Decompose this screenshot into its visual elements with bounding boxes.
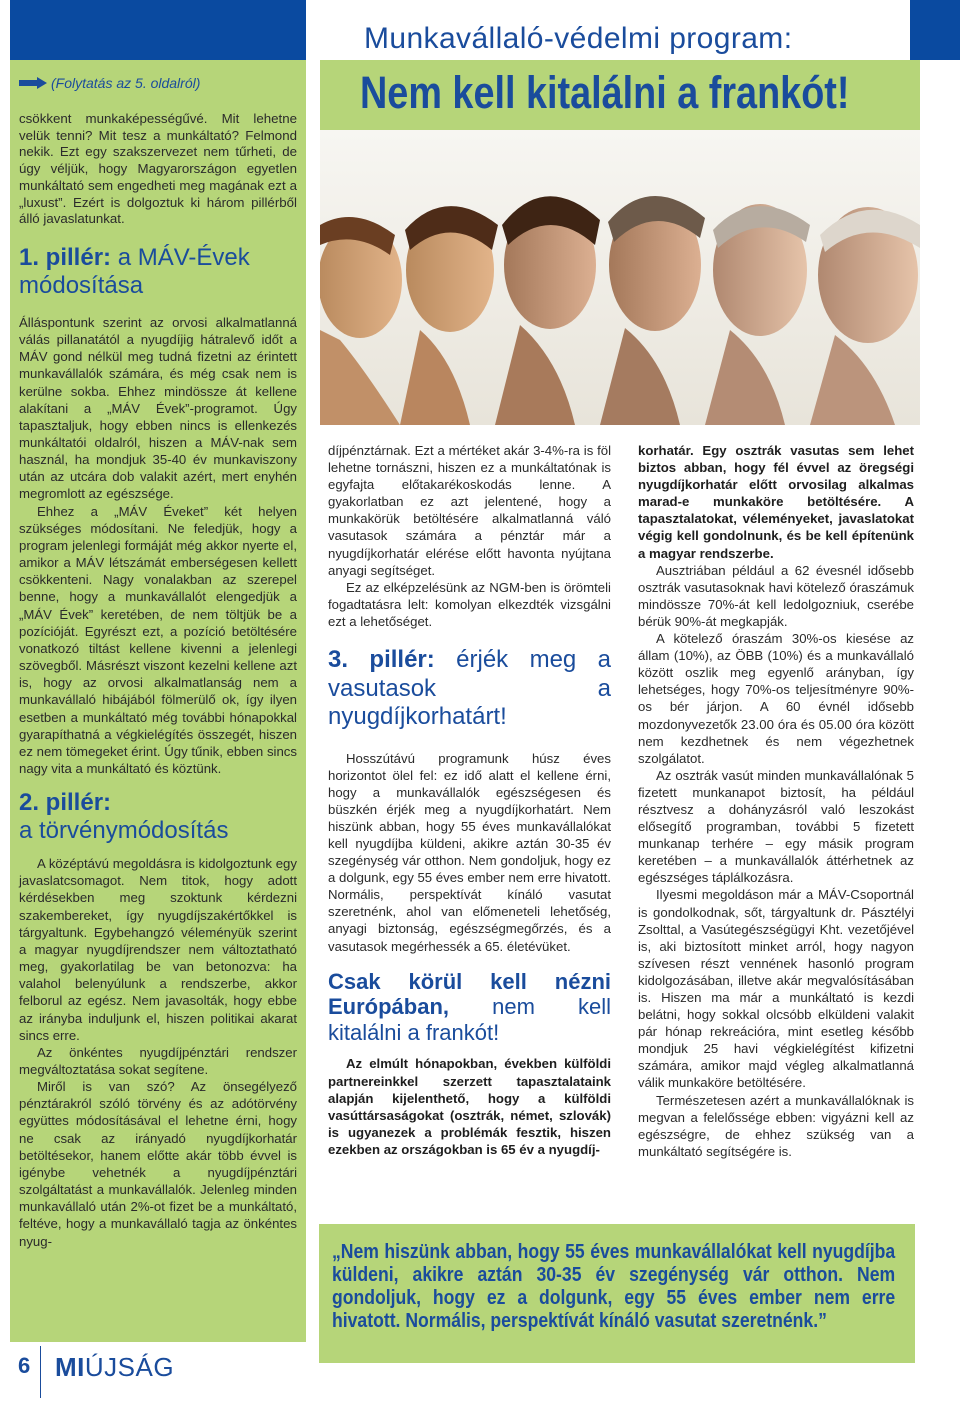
aging-faces-photo: [320, 130, 920, 425]
paragraph: Természetesen azért a munkavállalóknak is megvan a felelőssége ebben: vigyázni kell az egészségre, de ehhez szükség van a munkáltató segítségére is.: [638, 1092, 914, 1159]
pillar-1-heading: 1. pillér: a MÁV-Évek módosítása: [19, 243, 250, 299]
right-column: [638, 442, 914, 1160]
pillar-3-heading: 3. pillér: érjék meg a vasutasok a nyugdíjkorhatárt!: [328, 646, 612, 731]
paragraph: Ehhez a „MÁV Éveket” két helyen szükséges módosítani. Ne feledjük, hogy a program jelenlegi formáját még akkor nyerte el, amikor a MÁV létszámát emberségesen kellett csökkenteni. Nagy vonalakban az szerepel benne, hogy a munkavállalót elengedjük a „MÁV Évek” keretében, de nem töltjük be a pozícióját. Egyrészt ezt, a pozíció betöltésére vonatkozó tiltást kellene kivenni a jelenlegi szövegből. Másrészt viszont kezelni kellene azt is, hogy az orvosi alkalmatlanság nem a munkavállaló hibájából fölmerülő ok, így ilyen esetben a munkáltató még további hónapokkal gyarapíthatná a végkielégítés összegét, hiszen ez nem tömegeket érint. Úgy tűnik, ebben sincs nagy vita a munkáltató és köztünk.: [19, 503, 297, 776]
lead-paragraph-continued: korhatár. Egy osztrák vasutas sem lehet biztos abban, hogy fél évvel az öregségi nyugdíjkorhatár előtt orvosilag alkalmas marad-e munkaköre betöltésére. A tapasztalatokat, véleményeket, javaslatokat végig kell gondolnunk, és be kell építenünk a magyar rendszerbe.: [638, 443, 914, 561]
pillar-2-heading: 2. pillér: a törvénymódosítás: [19, 789, 229, 845]
corner-block-right: [910, 0, 960, 60]
paragraph: Az önkéntes nyugdíjpénztári rendszer megváltoztatása sokat segítene.: [19, 1044, 297, 1078]
middle-column: [328, 442, 611, 1158]
left-column: [10, 60, 306, 1342]
corner-block-left: [10, 0, 306, 60]
paragraph: Miről is van szó? Az önsegélyező pénztárakról szóló törvény és az adótörvény együttes módosításával el lehetne érni, hogy ne csak az irányadó nyugdíjkorhatár betöltésekor, hanem előtte akár több évvel is igénybe vehetnék a nyugdíjpénztári szolgáltatást a munkavállalók. Jelenleg minden munkavállaló után 2%-ot fizet be a munkáltató, feltéve, hogy a munkavállaló tagja az önkéntes nyug-: [19, 1079, 297, 1249]
lead-paragraph: Az elmúlt hónapokban, években külföldi partnereinkkel szerzett tapasztalataink alapján kijelenthető, hogy a külföldi vasúttársaságokat (osztrák, német, szlovák) is ugyanezek a problémák fesztik, hiszen ezekben az országokban is 65 év a nyugdíj-: [328, 1056, 611, 1157]
paragraph: A kötelező óraszám 30%-os kiesése az állam (10%), az ÖBB (10%) és a munkavállaló között oszlik meg egyenlő arányban, így lehetséges, hogy 70%-os teljesítményre 90%-os bér járjon. A 60 évnél idősebb mozdonyvezetők 23.00 óra és 05.00 óra között nem kezdhetnek és nem végezhetnek szolgálatot.: [638, 631, 914, 766]
paragraph: Álláspontunk szerint az orvosi alkalmatlanná válás pillanatától a nyugdíjig hátralevő időt a MÁV gond nélkül meg tudná fizetni az érintett munkavállalók számára, és még csak nem is kerülne sokba. Ehhez mindössze át kellene alakítani a „MÁV Évek”-programot. Úgy tapasztaljuk, hogy ebben nincs is ellenkezés munkáltatói oldalról, hiszen a MÁV-nak sem használ, ha mondjuk 35-40 év munkaviszony után az utcára dob valakit azért, mert enyhén megromlott az egészsége.: [19, 314, 297, 502]
magazine-brand: MIÚJSÁG: [55, 1352, 175, 1382]
arrow-right-icon: [19, 77, 47, 89]
paragraph: Hosszútávú programunk húsz éves horizontot ölel fel: ez idő alatt el kellene érni, hogy a munkavállalók egészségesen és büszkén érjék meg a nyugdíjkorhatárt. Nem hiszünk abban, hogy 55 éves munkavállalókat kell nyugdíjba küldeni, akikre aztán 30-35 év szegénység vár otthon. Nem gondoljuk, hogy ez a dolgunk, egy 55 éves ember nem erre hivatott. Normális, perspektívát kínáló vasutat szeretnénk, ahol van előmeneteli lehetőség, anyagi biztonság, egészségmegőrzés, és a vasutasok megérhessék a 65. életévüket.: [328, 750, 611, 954]
paragraph: díjpénztárnak. Ezt a mértéket akár 3-4%-ra is föl lehetne tornászni, hiszen ez a munkáltatónak is egyfajta előtakarékoskodás lenne. A gyakorlatban ez azt jelentené, hogy a munkakörük betöltésére alkalmatlanná váló vasutasok számára a pénztár már a nyugdíjkorhatár elérése előtt havonta nyújtana anyagi segítséget.: [328, 443, 611, 578]
paragraph: A középtávú megoldásra is kidolgoztunk egy javaslatcsomagot. Nem titok, hogy adott kérdésekben meg szoktunk kérdezni szakembereket, így nyugdíjszakértőkkel is tárgyaltunk. Egybehangzó véleményük szerint a magyar nyugdíjrendszer nem változtatható meg, gyakorlatilag be van betonozva: ha valahol belenyúlunk a rendszerbe, akkor felborul az egész. Nem javasolták, hogy ebbe az irányba induljunk el, hiszen politikai akarat sincs erre.: [19, 856, 297, 1043]
paragraph: Az osztrák vasút minden munkavállalónak 5 fizetett munkanapot biztosít, ha például résztvesz a dohányzásról való leszokást elősegítő programban, további 5 fizetett munkanap terhére – egy másik program keretében – a munkavállalók áttérhetnek az egészséges táplálkozásra.: [638, 767, 914, 886]
footer-divider: [40, 1346, 41, 1398]
europe-subheading: Csak körül kell nézni Európában, nem kell kitalálni a frankót!: [328, 968, 611, 1045]
pull-quote: „Nem hiszünk abban, hogy 55 éves munkavállalókat kell nyugdíjba küldeni, akikre aztán 30-35 év szegénység vár otthon. Nem gondoljuk, hogy ez a dolgunk, egy 55 éves ember nem erre hivatott. Normális, perspektívát kínáló vasutat szeretnénk.”: [332, 1241, 896, 1333]
left-body: [19, 314, 297, 1250]
faces-illustration: [320, 130, 920, 425]
intro-paragraph: csökkent munkaképességűvé. Mit lehetne velük tenni? Mit tesz a munkáltató? Felmond nekik. Ezt egy szakszervezet nem tűrheti, de úgy véljük, hogy Magyarországon egyetlen munkáltató sem engedheti meg magának ezt a „luxust”. Ezért is dolgoztuk ki három pillérből álló javaslatunkat.: [19, 111, 297, 227]
paragraph: Ausztriában például a 62 évesnél idősebb osztrák vasutasoknak havi kötelező óraszámuk mindössze 70%-át kell ledolgozniuk, cserébe bérük 90%-át megkapják.: [638, 562, 914, 629]
page-number: 6: [18, 1353, 31, 1378]
continued-note: (Folytatás az 5. oldalról): [19, 75, 297, 91]
paragraph: Ez az elképzelésünk az NGM-ben is örömteli fogadtatásra lelt: komolyan elkezdték vizsgálni ezt a lehetőséget.: [328, 579, 611, 629]
article-headline: Nem kell kitalálni a frankót!: [360, 67, 850, 118]
section-kicker: Munkavállaló-védelmi program:: [364, 22, 793, 55]
paragraph: Ilyesmi megoldáson már a MÁV-Csoportnál is gondolkodnak, sőt, tárgyaltunk dr. Pásztélyi Zsolttal, a Vasútegészségügyi Kht. vezetőjével is, aki biztosított minket arról, hogy nagyon szívesen részt vennének hasonló program kidolgozásában, illetve akár megvalósításában is. Hiszen ma már a munkáltató is kezdi belátni, hogy sokkal olcsóbb elküldeni valakit pár hónap rekreációra, mint esetleg később mondjuk 25 havi végkielégítést kifizetni számára, amikor majd végleg alkalmatlanná válik munkaköre betöltésére.: [638, 887, 914, 1091]
